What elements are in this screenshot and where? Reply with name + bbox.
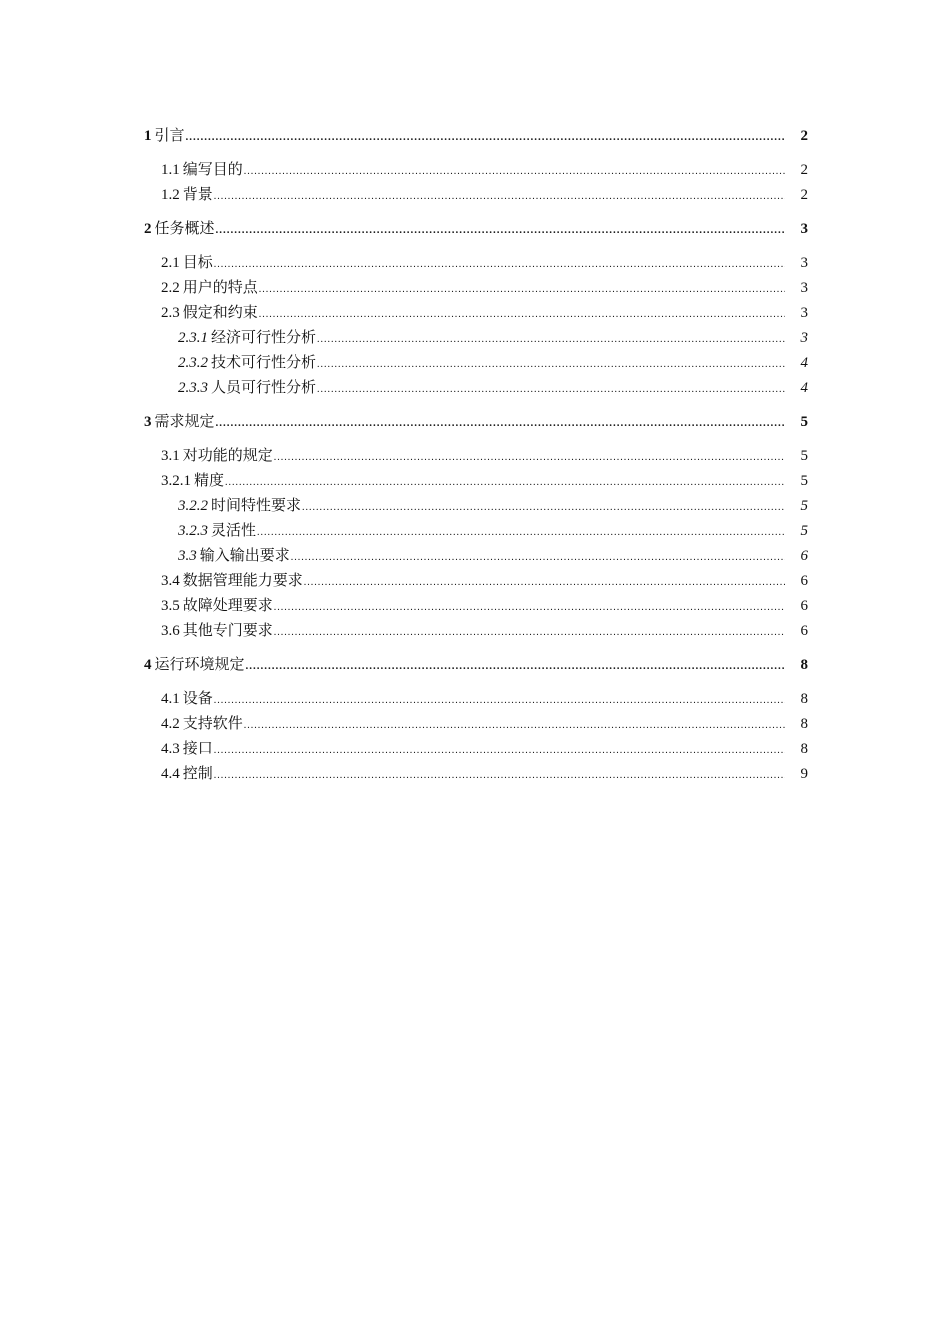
toc-entry[interactable] — [144, 251, 808, 276]
dot-leader — [274, 595, 785, 620]
toc-entry-number: 2.1 — [161, 255, 180, 271]
dot-leader — [304, 570, 785, 595]
toc-entry-title: 引言 — [154, 128, 185, 144]
toc-entry-page-number: 9 — [800, 766, 808, 782]
toc-entry-page-number: 6 — [800, 548, 808, 564]
toc-entry-page-number: 6 — [800, 598, 808, 614]
toc-entry-page-number: 3 — [800, 255, 808, 271]
toc-entry-number: 2 — [144, 221, 152, 237]
toc-entry-title: 输入输出要求 — [199, 548, 290, 564]
toc-entry-page-number: 5 — [800, 523, 808, 539]
toc-entry-page-number: 8 — [800, 691, 808, 707]
toc-entry-number: 2.3.2 — [178, 355, 208, 371]
toc-entry-title: 需求规定 — [154, 414, 215, 430]
toc-entry-number: 3.2.3 — [178, 523, 208, 539]
dot-leader — [216, 411, 785, 436]
toc-entry-number: 3.2.1 — [161, 473, 191, 489]
toc-entry-page-number: 8 — [800, 657, 808, 673]
toc-entry-title: 设备 — [182, 691, 213, 707]
dot-leader — [317, 377, 785, 402]
toc-entry-title: 精度 — [194, 473, 225, 489]
toc-entry[interactable] — [144, 569, 808, 594]
dot-leader — [317, 352, 785, 377]
dot-leader — [259, 302, 785, 327]
toc-entry-title: 运行环境规定 — [154, 657, 245, 673]
toc-entry-title: 接口 — [182, 741, 213, 757]
toc-entry-number: 1.2 — [161, 187, 180, 203]
toc-entry-number: 1.1 — [161, 162, 180, 178]
toc-entry-title: 支持软件 — [182, 716, 243, 732]
toc-entry-number: 2.2 — [161, 280, 180, 296]
toc-entry-title: 其他专门要求 — [182, 623, 273, 639]
toc-entry[interactable] — [144, 594, 808, 619]
toc-entry-title: 对功能的规定 — [182, 448, 273, 464]
toc-entry[interactable] — [144, 158, 808, 183]
toc-entry-number: 3.2.2 — [178, 498, 208, 514]
table-of-contents — [144, 124, 808, 787]
toc-entry-title: 灵活性 — [211, 523, 257, 539]
dot-leader — [214, 252, 785, 277]
toc-entry-page-number: 5 — [800, 414, 808, 430]
toc-entry-number: 3.6 — [161, 623, 180, 639]
toc-entry-page-number: 2 — [800, 128, 808, 144]
toc-entry[interactable] — [144, 326, 808, 351]
toc-entry-number: 2.3 — [161, 305, 180, 321]
dot-leader — [214, 738, 785, 763]
toc-entry-page-number: 3 — [800, 305, 808, 321]
toc-entry-number: 1 — [144, 128, 152, 144]
toc-entry-number: 4.2 — [161, 716, 180, 732]
dot-leader — [259, 277, 785, 302]
toc-entry[interactable] — [144, 217, 808, 242]
toc-entry-page-number: 3 — [800, 330, 808, 346]
dot-leader — [246, 654, 785, 679]
toc-entry-title: 数据管理能力要求 — [182, 573, 303, 589]
dot-leader — [244, 713, 785, 738]
toc-entry-page-number: 2 — [800, 162, 808, 178]
toc-entry[interactable] — [144, 494, 808, 519]
toc-entry-number: 2.3.1 — [178, 330, 208, 346]
toc-entry-page-number: 8 — [800, 741, 808, 757]
toc-entry[interactable] — [144, 762, 808, 787]
toc-entry-page-number: 2 — [800, 187, 808, 203]
toc-entry-title: 时间特性要求 — [211, 498, 302, 514]
toc-entry-number: 4.4 — [161, 766, 180, 782]
toc-entry-title: 人员可行性分析 — [211, 380, 317, 396]
toc-entry-title: 经济可行性分析 — [211, 330, 317, 346]
toc-entry-number: 3.4 — [161, 573, 180, 589]
toc-entry[interactable] — [144, 737, 808, 762]
toc-entry[interactable] — [144, 519, 808, 544]
toc-entry-page-number: 3 — [800, 280, 808, 296]
toc-entry[interactable] — [144, 124, 808, 149]
toc-entry-page-number: 5 — [800, 498, 808, 514]
toc-entry-page-number: 6 — [800, 623, 808, 639]
dot-leader — [274, 445, 785, 470]
toc-entry-title: 技术可行性分析 — [211, 355, 317, 371]
toc-entry[interactable] — [144, 687, 808, 712]
dot-leader — [257, 520, 785, 545]
toc-entry[interactable] — [144, 276, 808, 301]
dot-leader — [216, 218, 785, 243]
toc-entry-number: 4 — [144, 657, 152, 673]
toc-entry[interactable] — [144, 712, 808, 737]
dot-leader — [214, 763, 785, 788]
toc-entry-number: 3.5 — [161, 598, 180, 614]
toc-entry-page-number: 4 — [800, 355, 808, 371]
toc-entry-title: 目标 — [182, 255, 213, 271]
toc-entry-page-number: 5 — [800, 448, 808, 464]
toc-entry[interactable] — [144, 376, 808, 401]
toc-entry-number: 3 — [144, 414, 152, 430]
toc-entry-page-number: 3 — [800, 221, 808, 237]
toc-entry-title: 背景 — [182, 187, 213, 203]
toc-entry[interactable] — [144, 183, 808, 208]
toc-entry-number: 4.3 — [161, 741, 180, 757]
toc-entry[interactable] — [144, 444, 808, 469]
dot-leader — [244, 159, 785, 184]
toc-entry-number: 2.3.3 — [178, 380, 208, 396]
toc-entry[interactable] — [144, 410, 808, 435]
toc-entry[interactable] — [144, 469, 808, 494]
toc-entry-title: 用户的特点 — [182, 280, 258, 296]
dot-leader — [225, 470, 785, 495]
dot-leader — [302, 495, 785, 520]
dot-leader — [291, 545, 785, 570]
toc-entry[interactable] — [144, 544, 808, 569]
toc-entry-title: 编写目的 — [182, 162, 243, 178]
dot-leader — [274, 620, 785, 645]
toc-entry-page-number: 4 — [800, 380, 808, 396]
toc-entry[interactable] — [144, 301, 808, 326]
toc-entry[interactable] — [144, 619, 808, 644]
toc-entry-number: 3.1 — [161, 448, 180, 464]
toc-entry-page-number: 5 — [800, 473, 808, 489]
dot-leader — [214, 688, 785, 713]
toc-entry-title: 故障处理要求 — [182, 598, 273, 614]
toc-entry-title: 任务概述 — [154, 221, 215, 237]
toc-entry-page-number: 8 — [800, 716, 808, 732]
toc-entry-title: 假定和约束 — [182, 305, 258, 321]
toc-entry-page-number: 6 — [800, 573, 808, 589]
toc-entry-title: 控制 — [182, 766, 213, 782]
dot-leader — [317, 327, 785, 352]
toc-entry-number: 4.1 — [161, 691, 180, 707]
toc-entry-number: 3.3 — [178, 548, 197, 564]
dot-leader — [186, 125, 785, 150]
toc-entry[interactable] — [144, 653, 808, 678]
dot-leader — [214, 184, 785, 209]
toc-entry[interactable] — [144, 351, 808, 376]
